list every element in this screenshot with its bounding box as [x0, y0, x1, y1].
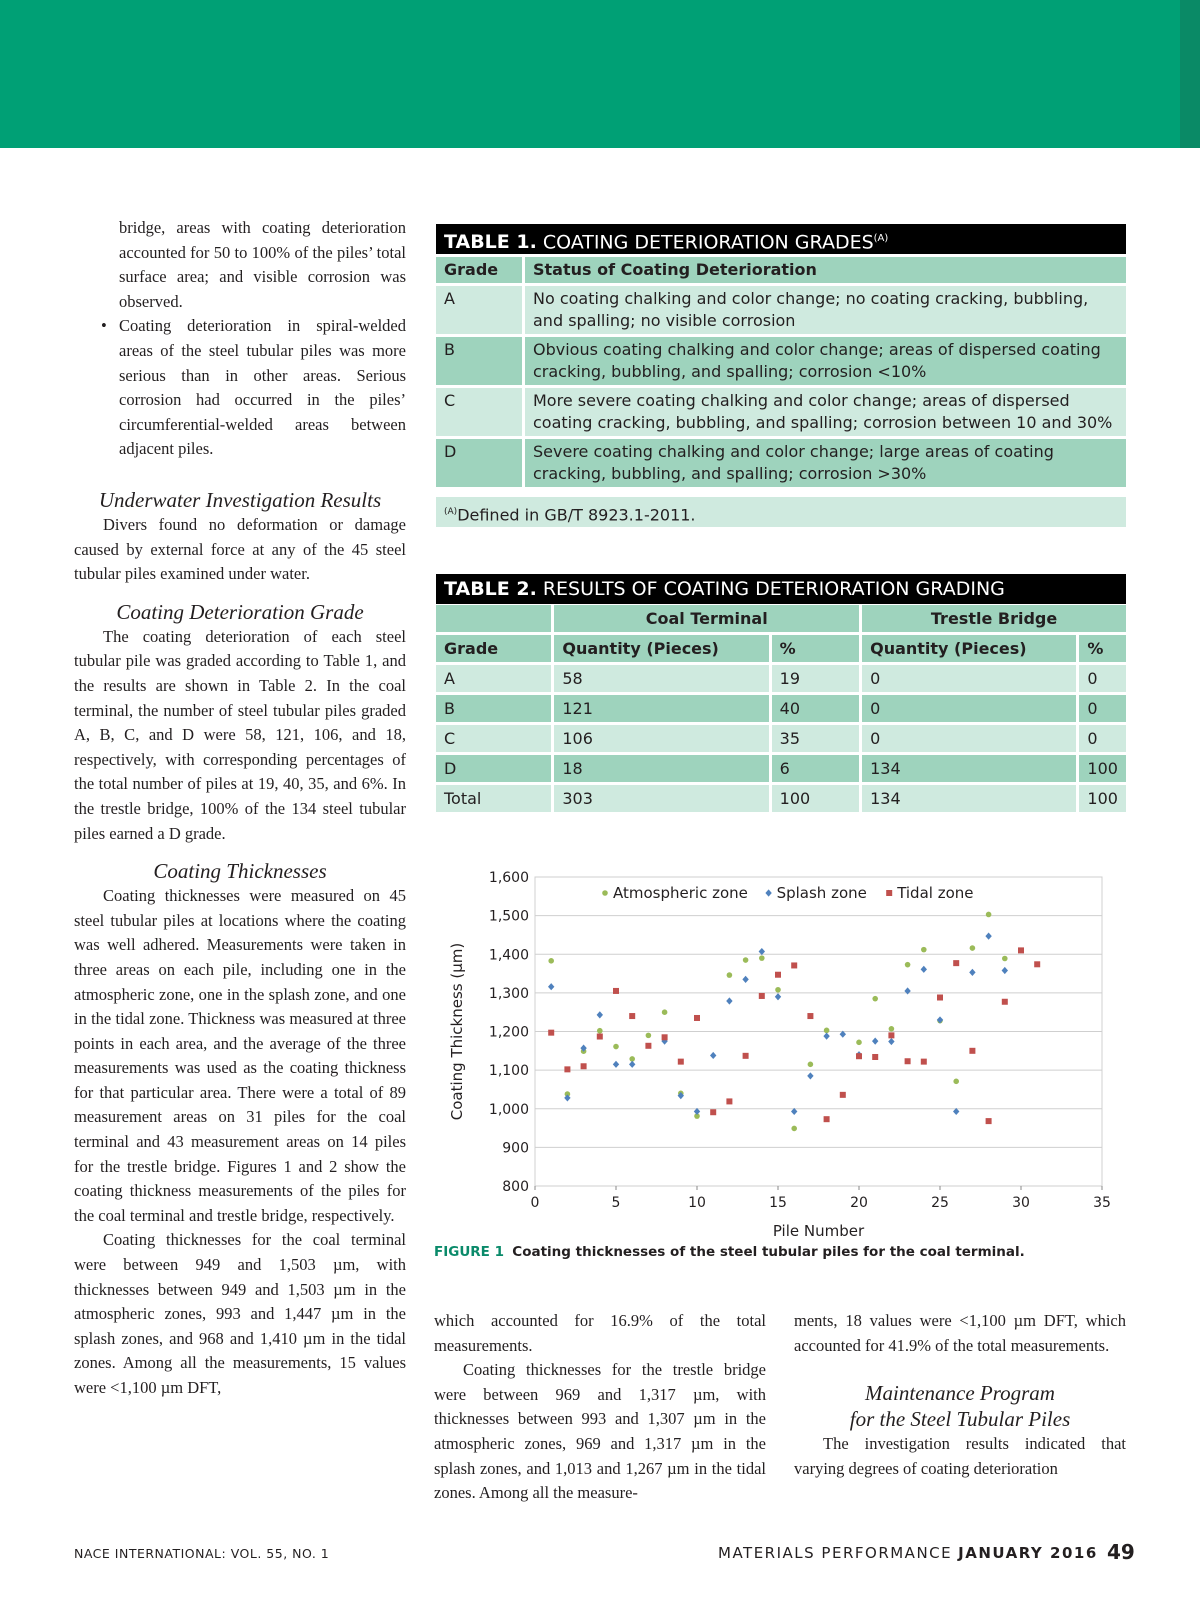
data-point [969, 1048, 975, 1054]
table2-header-percent: % [1079, 635, 1126, 662]
table2-cell: 40 [772, 695, 862, 722]
data-point [824, 1116, 830, 1122]
table1-title: COATING DETERIORATION GRADES [542, 231, 874, 254]
table2-title-bar [436, 574, 1126, 604]
table1-cell-status: No coating chalking and color change; no coating cracking, bubbling, and spalling; no visible corrosion [525, 286, 1126, 334]
data-point [710, 1109, 716, 1115]
table2-group-empty [436, 605, 554, 632]
table2-cell: 0 [1079, 725, 1126, 752]
footer-magazine-name: MATERIALS PERFORMANCE [718, 1544, 953, 1562]
legend-label: Splash zone [776, 884, 867, 902]
table2 [436, 602, 1126, 815]
table2-title: RESULTS OF COATING DETERIORATION GRADING [542, 578, 1005, 600]
x-axis-title: Pile Number [772, 1222, 865, 1240]
table2-cell: 303 [554, 785, 771, 812]
table2-cell: 0 [862, 695, 1079, 722]
y-tick-label: 1,500 [488, 908, 529, 925]
data-point [986, 912, 992, 918]
data-point [1002, 956, 1008, 962]
table-row [436, 725, 1126, 752]
y-tick-label: 1,200 [488, 1024, 529, 1041]
y-tick-label: 1,000 [488, 1101, 529, 1118]
data-point [856, 1040, 862, 1046]
footer-publisher: NACE INTERNATIONAL: [74, 1546, 227, 1561]
data-point [645, 1043, 651, 1049]
table2-cell: 106 [554, 725, 771, 752]
data-point [613, 988, 619, 994]
legend-label: Tidal zone [897, 884, 974, 902]
data-point [726, 1098, 732, 1104]
right-column [794, 1309, 1126, 1481]
table1-cell-grade: D [436, 439, 525, 487]
table2-cell: D [436, 755, 554, 782]
data-point [727, 972, 733, 978]
data-point [953, 960, 959, 966]
data-point [564, 1066, 570, 1072]
section-heading-thickness: Coating Thicknesses [153, 859, 327, 884]
data-point [662, 1009, 668, 1015]
table1-title-bar [436, 224, 1126, 254]
data-point [775, 987, 781, 993]
table1 [436, 254, 1126, 490]
x-tick-label: 35 [1093, 1195, 1111, 1211]
legend-marker [886, 890, 892, 896]
footer-volume: VOL. 55, NO. 1 [230, 1546, 330, 1561]
figure1-caption-text: Coating thicknesses of the steel tubular piles for the coal terminal. [512, 1244, 1025, 1260]
data-point [743, 957, 749, 963]
table1-label: TABLE 1. [444, 231, 537, 254]
data-point [581, 1063, 587, 1069]
table2-label: TABLE 2. [444, 578, 537, 600]
y-tick-label: 1,300 [488, 985, 529, 1002]
table1-cell-grade: C [436, 388, 525, 436]
table1-cell-status: Obvious coating chalking and color change; areas of dispersed coating cracking, bubbling, and spalling; corrosion <10% [525, 337, 1126, 385]
table2-group-coal-terminal: Coal Terminal [554, 605, 862, 632]
paragraph: The coating deterioration of each steel tubular pile was graded according to Table 1, and the results are shown in Table 2. In the coal terminal, the number of steel tubular piles graded A, B, C, and D were 58, 121, 106, and 18, respectively, with corresponding percentages of the total number of piles at 19, 40, 35, and 6%. In the trestle bridge, 100% of the 134 steel tubular piles earned a D grade. [74, 626, 406, 843]
bullet-continuation: bridge, areas with coating deterioration accounted for 50 to 100% of the piles’ total surface area; and visible corrosion was observed. [119, 218, 406, 311]
data-point [1002, 999, 1008, 1005]
left-column-body [74, 487, 406, 1401]
data-point [548, 1030, 554, 1036]
heading-line: for the Steel Tubular Piles [849, 1407, 1071, 1432]
data-point [646, 1033, 652, 1039]
table-row [436, 755, 1126, 782]
scatter-chart [440, 860, 1120, 1240]
table2-cell: 0 [862, 665, 1079, 692]
data-point [824, 1028, 830, 1034]
table1-header-grade: Grade [436, 257, 525, 283]
paragraph: Coating thicknesses for the coal terminal were between 949 and 1,503 µm, with thicknesses between 949 and 1,503 µm in the atmospheric zones, 993 and 1,447 µm in the splash zones, and 968 and 1,410 µm in the tidal zones. Among all the measurements, 15 values were <1,100 µm DFT, [74, 1230, 406, 1397]
heading-line: Maintenance Program [865, 1381, 1055, 1406]
data-point [629, 1013, 635, 1019]
table1-cell-status: Severe coating chalking and color change; large areas of coating cracking, bubbling, and spalling; corrosion >30% [525, 439, 1126, 487]
data-point [905, 1058, 911, 1064]
table2-cell: 100 [772, 785, 862, 812]
table1-footnote [436, 497, 1126, 527]
section-heading-underwater: Underwater Investigation Results [98, 488, 382, 512]
table2-cell: B [436, 695, 554, 722]
data-point [888, 1032, 894, 1038]
table2-header-grade: Grade [436, 635, 554, 662]
bullet-item: • Coating deterioration in spiral-welded areas of the steel tubular piles was more serious than in other areas. Serious corrosion had occurred in the piles’ circumferential-welded areas between adjacent piles. [119, 314, 406, 462]
paragraph: ments, 18 values were <1,100 µm DFT, which accounted for 41.9% of the total measurements. [794, 1311, 1126, 1355]
x-tick-label: 25 [931, 1195, 949, 1211]
table2-cell: 100 [1079, 755, 1126, 782]
table1-header-status: Status of Coating Deterioration [525, 257, 1126, 283]
data-point [1018, 947, 1024, 953]
table2-header-quantity: Quantity (Pieces) [862, 635, 1079, 662]
table2-cell: 0 [1079, 665, 1126, 692]
x-tick-label: 30 [1012, 1195, 1030, 1211]
top-banner [0, 0, 1180, 148]
table2-cell: 0 [1079, 695, 1126, 722]
data-point [872, 996, 878, 1002]
data-point [613, 1044, 619, 1050]
table2-cell: 18 [554, 755, 771, 782]
legend-label: Atmospheric zone [613, 884, 748, 902]
table2-cell: 58 [554, 665, 771, 692]
y-tick-label: 1,600 [488, 870, 529, 886]
data-point [759, 993, 765, 999]
y-tick-label: 1,400 [488, 947, 529, 964]
table2-cell: 100 [1079, 785, 1126, 812]
table-row [436, 695, 1126, 722]
data-point [921, 947, 927, 953]
data-point [597, 1028, 603, 1034]
data-point [872, 1054, 878, 1060]
figure1-label: FIGURE 1 [434, 1244, 504, 1260]
table1-cell-grade: B [436, 337, 525, 385]
footer-issue: JANUARY 2016 [958, 1544, 1098, 1562]
footer-magazine [718, 1544, 1098, 1562]
data-point [662, 1034, 668, 1040]
table2-cell: Total [436, 785, 554, 812]
data-point [775, 972, 781, 978]
table-row [436, 665, 1126, 692]
table2-cell: 134 [862, 755, 1079, 782]
figure1-chart [440, 860, 1120, 1240]
data-point [807, 1013, 813, 1019]
y-tick-label: 800 [502, 1179, 529, 1195]
data-point [889, 1026, 895, 1032]
data-point [791, 962, 797, 968]
x-tick-label: 15 [769, 1195, 787, 1211]
data-point [856, 1053, 862, 1059]
data-point [921, 1059, 927, 1065]
footer-publication [74, 1546, 329, 1561]
data-point [694, 1015, 700, 1021]
left-column-bullets [119, 216, 406, 462]
table1-cell-grade: A [436, 286, 525, 334]
table2-cell: 134 [862, 785, 1079, 812]
figure1-caption [434, 1244, 1025, 1260]
table2-cell: 0 [862, 725, 1079, 752]
table2-header-quantity: Quantity (Pieces) [554, 635, 771, 662]
y-axis-title: Coating Thickness (µm) [448, 942, 466, 1121]
paragraph: The investigation results indicated that varying degrees of coating deterioration [794, 1434, 1126, 1478]
table2-cell: C [436, 725, 554, 752]
top-banner-edge [1180, 0, 1200, 148]
section-heading-grade: Coating Deterioration Grade [116, 599, 364, 624]
table2-cell: 35 [772, 725, 862, 752]
paragraph: which accounted for 16.9% of the total measurements. [434, 1311, 766, 1355]
table2-header-percent: % [772, 635, 862, 662]
table2-cell: 6 [772, 755, 862, 782]
x-tick-label: 0 [530, 1195, 540, 1211]
data-point [840, 1092, 846, 1098]
data-point [743, 1053, 749, 1059]
data-point [970, 945, 976, 951]
legend-marker [602, 890, 608, 896]
x-tick-label: 10 [688, 1195, 706, 1211]
data-point [791, 1126, 797, 1132]
data-point [986, 1118, 992, 1124]
table1-cell-status: More severe coating chalking and color change; areas of dispersed coating cracking, bubbling, and spalling; corrosion between 10 and 30% [525, 388, 1126, 436]
y-tick-label: 1,100 [488, 1063, 529, 1080]
table2-cell: 19 [772, 665, 862, 692]
middle-column [434, 1309, 766, 1506]
table2-cell: 121 [554, 695, 771, 722]
data-point [759, 955, 765, 961]
table1-footnote-text: Defined in GB/T 8923.1-2011. [457, 505, 696, 525]
data-point [808, 1062, 814, 1068]
data-point [937, 995, 943, 1001]
x-tick-label: 20 [850, 1195, 868, 1211]
x-tick-label: 5 [611, 1195, 621, 1211]
paragraph: Divers found no deformation or damage caused by external force at any of the 45 steel tubular piles examined under water. [74, 515, 406, 584]
data-point [548, 958, 554, 964]
page-number: 49 [1107, 1540, 1135, 1564]
table2-group-trestle-bridge: Trestle Bridge [862, 605, 1126, 632]
data-point [678, 1059, 684, 1065]
section-heading-maintenance [794, 1380, 1126, 1432]
data-point [953, 1079, 959, 1085]
data-point [905, 962, 911, 968]
data-point [597, 1034, 603, 1040]
table1-footnote-mark: (A) [444, 507, 458, 517]
table1-title-sup: (A) [873, 233, 889, 244]
table-row [436, 785, 1126, 812]
paragraph: Coating thicknesses for the trestle bridge were between 969 and 1,317 µm, with thicknesses between 993 and 1,307 µm in the atmospheric zones, 969 and 1,317 µm in the splash zones, and 1,013 and 1,267 µm in the tidal zones. Among all the measure- [434, 1360, 766, 1503]
paragraph: Coating thicknesses were measured on 45 steel tubular piles at locations where the coating was well adhered. Measurements were taken in three areas on each pile, including one in the atmospheric zone, one in the splash zone, and one in the tidal zone. Thickness was measured at three points in each area, and the average of the three measurements was used as the coating thickness for that particular area. There were a total of 89 measurement areas on 31 piles for the coal terminal and 43 measurement areas on 14 piles for the trestle bridge. Figures 1 and 2 show the coating thickness measurements of the piles for the coal terminal and trestle bridge, respectively. [74, 886, 406, 1225]
table2-cell: A [436, 665, 554, 692]
data-point [1034, 961, 1040, 967]
y-tick-label: 900 [502, 1140, 529, 1157]
